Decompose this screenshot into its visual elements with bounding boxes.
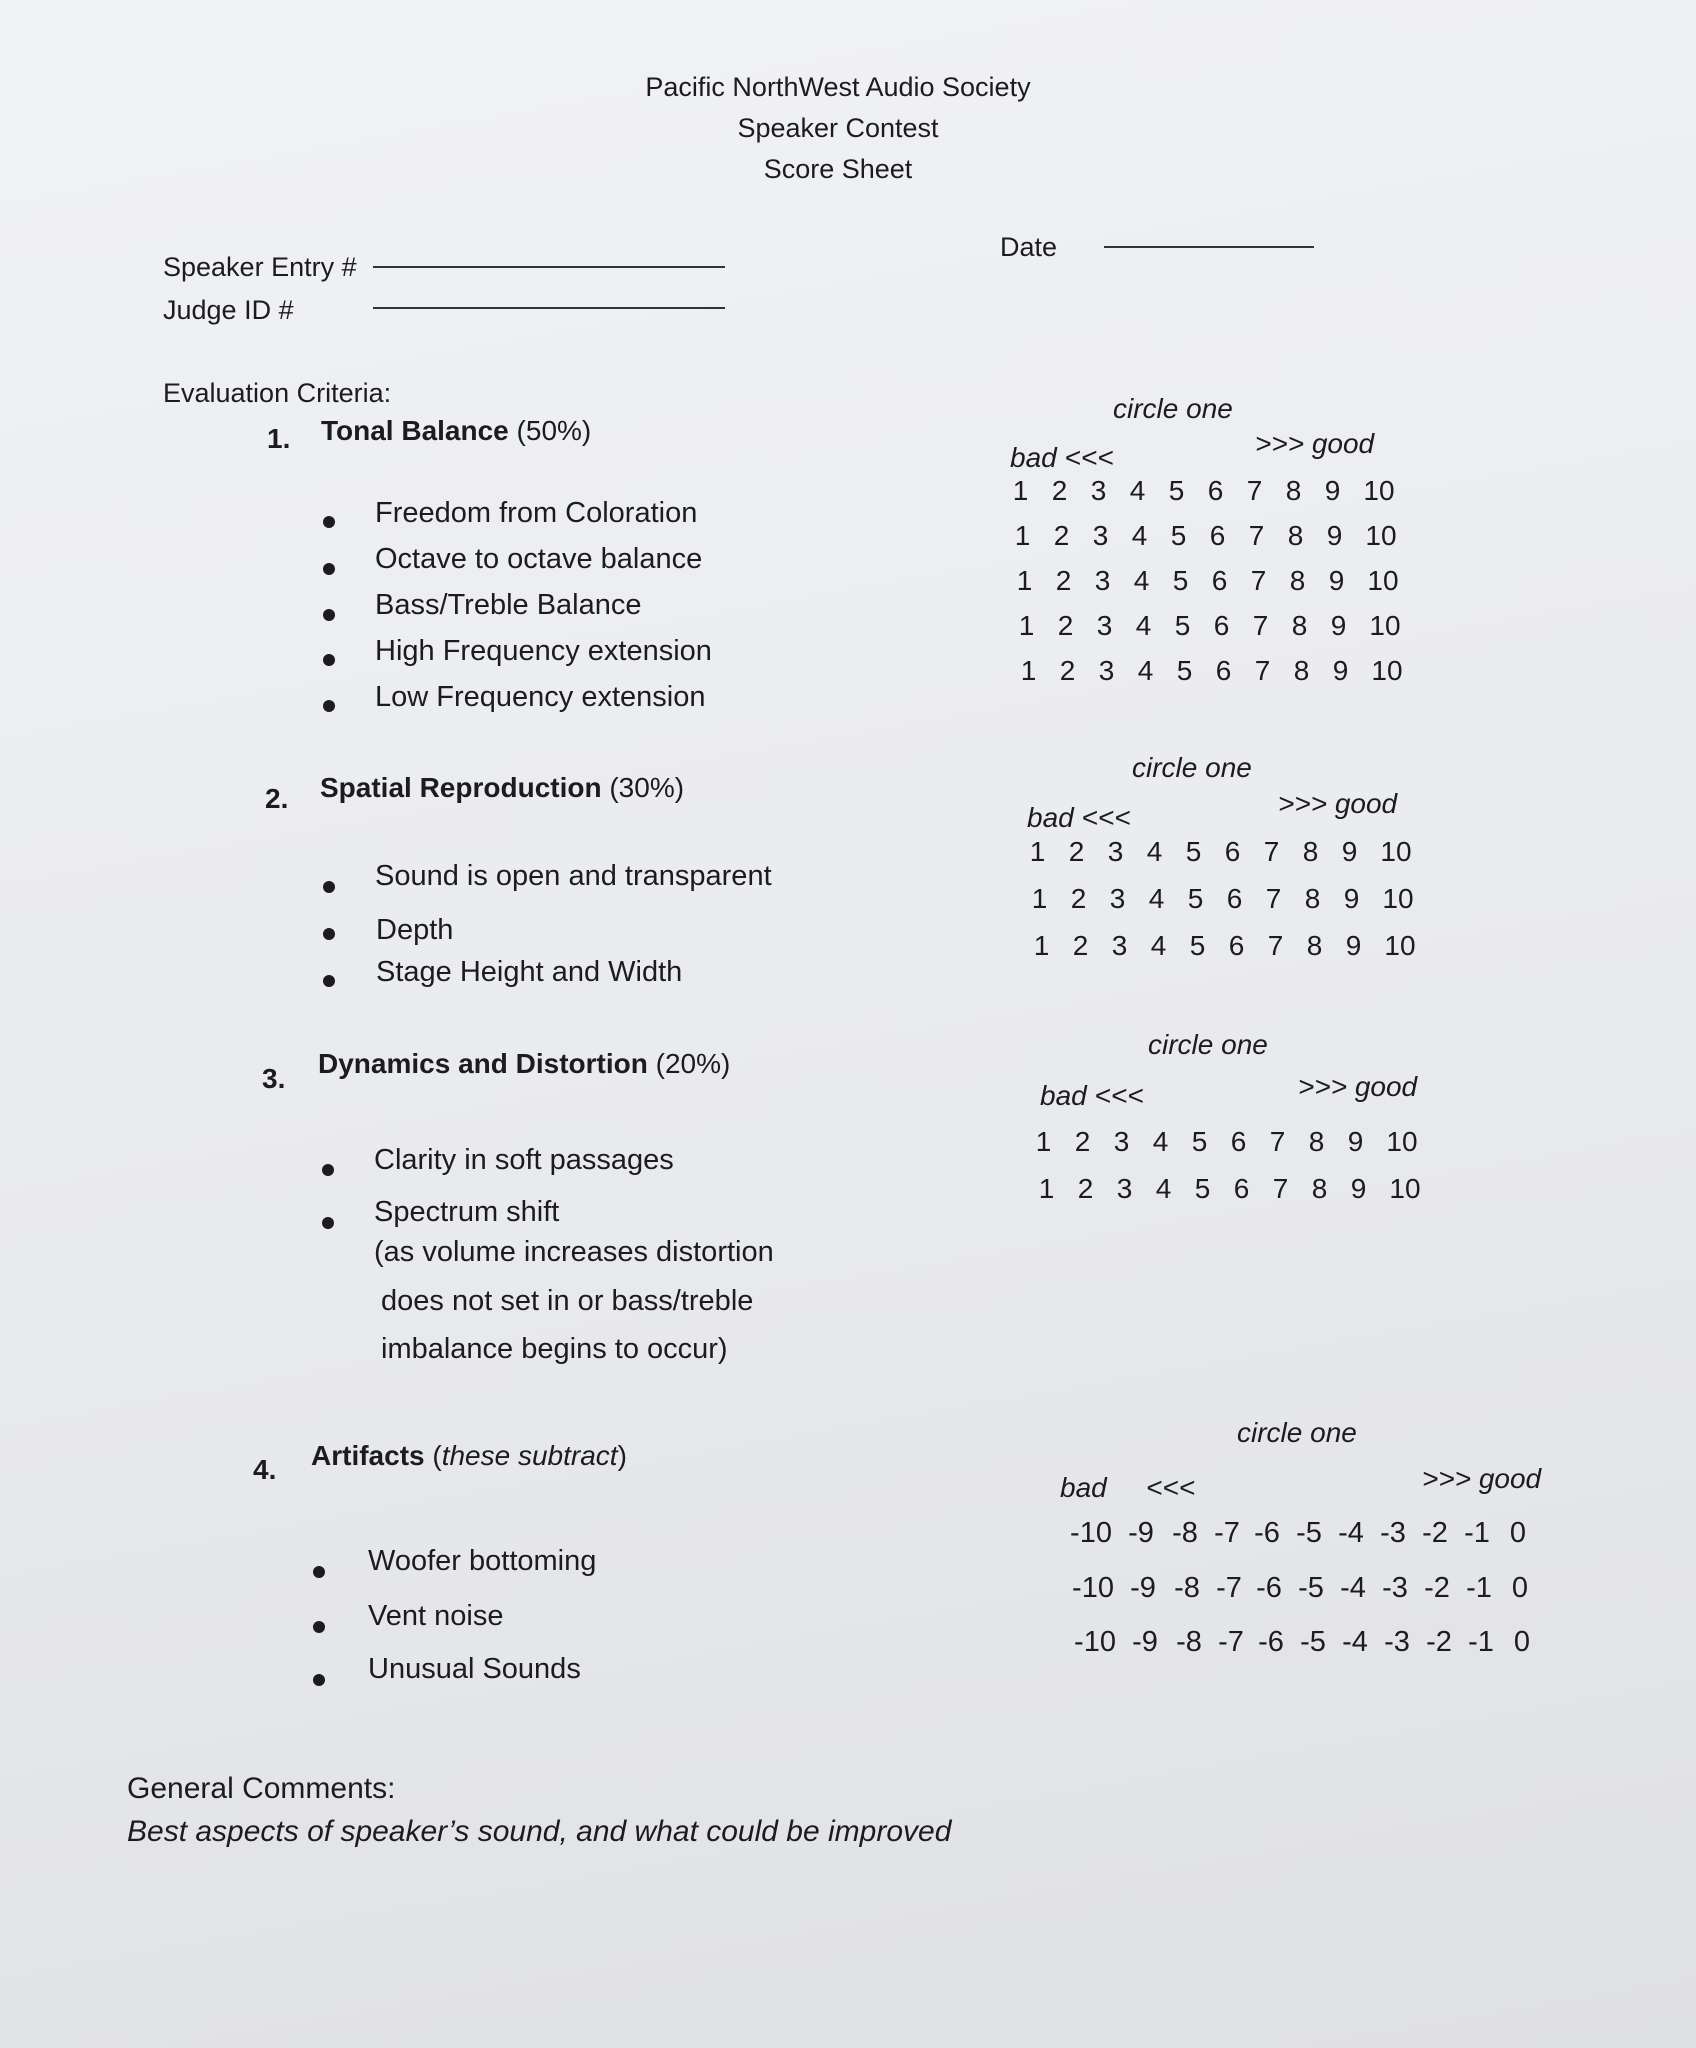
general-comments-title: General Comments: xyxy=(127,1772,396,1805)
section-1-good-label: >>> good xyxy=(1255,428,1375,459)
bullet-icon xyxy=(313,1674,325,1686)
score-option[interactable]: 0 xyxy=(1513,1626,1531,1658)
score-option[interactable]: 9 xyxy=(1332,655,1349,686)
score-option[interactable]: 6 xyxy=(1215,655,1232,686)
score-option[interactable]: 6 xyxy=(1207,475,1224,506)
section-2-title: Spatial Reproduction (30%) xyxy=(320,772,685,803)
section-3-bad-label: bad <<< xyxy=(1040,1080,1144,1111)
score-option[interactable]: 7 xyxy=(1265,883,1282,914)
score-option[interactable]: 5 xyxy=(1176,655,1193,686)
score-row-vent-noise[interactable] xyxy=(1064,1572,1540,1605)
score-option[interactable]: -1 xyxy=(1464,1517,1490,1549)
score-option[interactable]: 3 xyxy=(1090,475,1107,506)
score-option[interactable]: 6 xyxy=(1213,610,1230,641)
score-row-bass-treble-balance[interactable] xyxy=(1005,565,1410,597)
judge-id-field[interactable] xyxy=(373,307,725,309)
bullet-icon xyxy=(323,881,335,893)
score-option[interactable]: -5 xyxy=(1296,1517,1322,1549)
score-option[interactable]: 3 xyxy=(1109,883,1126,914)
score-option[interactable]: 4 xyxy=(1148,883,1165,914)
section-2-good-label: >>> good xyxy=(1278,788,1398,819)
section-4-bad-arrows: <<< xyxy=(1146,1472,1196,1503)
general-comments-prompt: Best aspects of speaker’s sound, and what could be improved xyxy=(127,1815,952,1848)
score-option[interactable]: 4 xyxy=(1137,655,1154,686)
score-option[interactable]: 6 xyxy=(1211,565,1228,596)
score-row-spectrum-shift[interactable] xyxy=(1027,1173,1432,1205)
score-option[interactable]: 5 xyxy=(1172,565,1189,596)
score-option[interactable]: -10 xyxy=(1074,1626,1116,1658)
score-option[interactable]: 10 xyxy=(1384,930,1416,961)
score-option[interactable]: 5 xyxy=(1189,930,1206,961)
bullet-icon xyxy=(323,654,335,666)
item-woofer-bottoming: Woofer bottoming xyxy=(368,1545,597,1577)
score-option[interactable]: 3 xyxy=(1092,520,1109,551)
score-option[interactable]: 2 xyxy=(1051,475,1068,506)
score-option[interactable]: 1 xyxy=(1033,930,1050,961)
section-2-number: 2. xyxy=(265,783,289,814)
score-option[interactable]: 4 xyxy=(1152,1126,1169,1157)
score-option[interactable]: -1 xyxy=(1466,1572,1492,1604)
score-option[interactable]: 1 xyxy=(1018,610,1035,641)
score-row-stage-height-width[interactable] xyxy=(1022,930,1427,962)
score-option[interactable]: 1 xyxy=(1031,883,1048,914)
spectrum-shift-note-line-2: does not set in or bass/treble xyxy=(381,1285,754,1317)
score-option[interactable]: 8 xyxy=(1289,565,1306,596)
score-option[interactable]: -8 xyxy=(1176,1626,1202,1658)
date-field[interactable] xyxy=(1104,246,1314,248)
score-option[interactable]: 10 xyxy=(1363,475,1395,506)
score-option[interactable]: 3 xyxy=(1116,1173,1133,1204)
score-option[interactable]: 4 xyxy=(1150,930,1167,961)
section-1-bad-label: bad <<< xyxy=(1010,442,1114,473)
score-option[interactable]: 9 xyxy=(1345,930,1362,961)
score-option[interactable]: 3 xyxy=(1098,655,1115,686)
score-option[interactable]: -4 xyxy=(1342,1626,1368,1658)
section-1-title: Tonal Balance (50%) xyxy=(321,415,592,446)
score-option[interactable]: -7 xyxy=(1218,1626,1244,1658)
score-row-woofer-bottoming[interactable] xyxy=(1062,1517,1538,1550)
score-option[interactable]: 8 xyxy=(1287,520,1304,551)
score-option[interactable]: -6 xyxy=(1256,1572,1282,1604)
score-option[interactable]: 10 xyxy=(1369,610,1401,641)
score-option[interactable]: 7 xyxy=(1267,930,1284,961)
score-option[interactable]: 3 xyxy=(1096,610,1113,641)
score-option[interactable]: 2 xyxy=(1057,610,1074,641)
bullet-icon xyxy=(323,563,335,575)
score-option[interactable]: 7 xyxy=(1246,475,1263,506)
item-clarity-soft-passages: Clarity in soft passages xyxy=(374,1144,674,1176)
score-option[interactable]: 0 xyxy=(1511,1572,1529,1604)
score-option[interactable]: 1 xyxy=(1016,565,1033,596)
item-stage-height-width: Stage Height and Width xyxy=(376,956,683,988)
evaluation-criteria-label: Evaluation Criteria: xyxy=(163,378,392,408)
score-option[interactable]: -1 xyxy=(1468,1626,1494,1658)
section-2-bad-label: bad <<< xyxy=(1027,802,1131,833)
score-option[interactable]: 4 xyxy=(1131,520,1148,551)
section-4-bad-label: bad xyxy=(1060,1472,1107,1503)
score-row-octave-balance[interactable] xyxy=(1003,520,1408,552)
item-low-frequency-extension: Low Frequency extension xyxy=(375,681,706,713)
score-option[interactable]: -6 xyxy=(1254,1517,1280,1549)
section-4-number: 4. xyxy=(253,1454,277,1485)
score-option[interactable]: 7 xyxy=(1254,655,1271,686)
score-option[interactable]: -9 xyxy=(1130,1572,1156,1604)
score-option[interactable]: 7 xyxy=(1248,520,1265,551)
score-option[interactable]: 1 xyxy=(1020,655,1037,686)
score-option[interactable]: 9 xyxy=(1326,520,1343,551)
score-option[interactable]: 10 xyxy=(1382,883,1414,914)
score-option[interactable]: 2 xyxy=(1055,565,1072,596)
score-option[interactable]: 8 xyxy=(1311,1173,1328,1204)
score-option[interactable]: 6 xyxy=(1228,930,1245,961)
score-row-high-frequency-extension[interactable] xyxy=(1007,610,1412,642)
bullet-icon xyxy=(323,609,335,621)
score-option[interactable]: 10 xyxy=(1380,836,1412,867)
section-1-number: 1. xyxy=(267,423,291,454)
bullet-icon xyxy=(313,1621,325,1633)
bullet-icon xyxy=(322,1217,334,1229)
spectrum-shift-note-line-1: (as volume increases distortion xyxy=(374,1236,774,1268)
score-option[interactable]: 8 xyxy=(1308,1126,1325,1157)
score-option[interactable]: 7 xyxy=(1250,565,1267,596)
score-option[interactable]: 3 xyxy=(1107,836,1124,867)
score-option[interactable]: 1 xyxy=(1014,520,1031,551)
score-option[interactable]: 6 xyxy=(1230,1126,1247,1157)
score-option[interactable]: -4 xyxy=(1338,1517,1364,1549)
score-row-depth[interactable] xyxy=(1020,883,1425,915)
section-4-circle-one: circle one xyxy=(1237,1417,1357,1448)
score-option[interactable]: -2 xyxy=(1422,1517,1448,1549)
score-option[interactable]: 2 xyxy=(1072,930,1089,961)
bullet-icon xyxy=(323,516,335,528)
score-option[interactable]: 7 xyxy=(1263,836,1280,867)
score-option[interactable]: 8 xyxy=(1304,883,1321,914)
speaker-entry-label: Speaker Entry # xyxy=(163,252,357,282)
score-option[interactable]: 9 xyxy=(1350,1173,1367,1204)
score-row-clarity-soft-passages[interactable] xyxy=(1024,1126,1429,1158)
score-option[interactable]: 5 xyxy=(1194,1173,1211,1204)
score-option[interactable]: 9 xyxy=(1330,610,1347,641)
bullet-icon xyxy=(323,928,335,940)
score-option[interactable]: -9 xyxy=(1132,1626,1158,1658)
spectrum-shift-note-line-3: imbalance begins to occur) xyxy=(381,1333,728,1365)
org-title: Pacific NorthWest Audio Society xyxy=(645,72,1031,102)
score-option[interactable]: 8 xyxy=(1291,610,1308,641)
item-open-transparent: Sound is open and transparent xyxy=(375,860,772,892)
bullet-icon xyxy=(322,1164,334,1176)
item-depth: Depth xyxy=(376,914,454,946)
score-option[interactable]: 8 xyxy=(1293,655,1310,686)
score-option[interactable]: 10 xyxy=(1367,565,1399,596)
bullet-icon xyxy=(323,700,335,712)
sheet-title: Score Sheet xyxy=(763,154,913,184)
score-option[interactable]: 3 xyxy=(1111,930,1128,961)
score-row-open-transparent[interactable] xyxy=(1018,836,1423,868)
score-option[interactable]: 6 xyxy=(1209,520,1226,551)
score-option[interactable]: -5 xyxy=(1298,1572,1324,1604)
section-3-number: 3. xyxy=(262,1063,286,1094)
score-option[interactable]: 6 xyxy=(1224,836,1241,867)
score-option[interactable]: -7 xyxy=(1216,1572,1242,1604)
score-option[interactable]: 6 xyxy=(1226,883,1243,914)
score-option[interactable]: 8 xyxy=(1285,475,1302,506)
section-4-good-label: >>> good xyxy=(1422,1463,1542,1494)
item-octave-balance: Octave to octave balance xyxy=(375,543,703,575)
section-1-circle-one: circle one xyxy=(1113,393,1233,424)
item-vent-noise: Vent noise xyxy=(368,1600,504,1632)
score-option[interactable]: -5 xyxy=(1300,1626,1326,1658)
section-3-title: Dynamics and Distortion (20%) xyxy=(318,1048,731,1079)
item-high-frequency-extension: High Frequency extension xyxy=(375,635,712,667)
score-row-freedom-from-coloration[interactable] xyxy=(1001,475,1406,507)
score-option[interactable]: -2 xyxy=(1424,1572,1450,1604)
item-bass-treble-balance: Bass/Treble Balance xyxy=(375,589,642,621)
score-row-low-frequency-extension[interactable] xyxy=(1009,655,1414,687)
score-option[interactable]: 9 xyxy=(1328,565,1345,596)
judge-id-label: Judge ID # xyxy=(163,295,294,325)
score-option[interactable]: 8 xyxy=(1306,930,1323,961)
item-freedom-from-coloration: Freedom from Coloration xyxy=(375,497,698,529)
score-option[interactable]: 2 xyxy=(1053,520,1070,551)
bullet-icon xyxy=(323,975,335,987)
score-option[interactable]: 1 xyxy=(1038,1173,1055,1204)
score-option[interactable]: 9 xyxy=(1341,836,1358,867)
contest-title: Speaker Contest xyxy=(737,113,939,143)
score-option[interactable]: 2 xyxy=(1068,836,1085,867)
score-option[interactable]: 3 xyxy=(1094,565,1111,596)
score-option[interactable]: 10 xyxy=(1371,655,1403,686)
item-unusual-sounds: Unusual Sounds xyxy=(368,1653,581,1685)
section-4-title: Artifacts (these subtract) xyxy=(311,1440,627,1471)
score-option[interactable]: 4 xyxy=(1129,475,1146,506)
score-option[interactable]: 5 xyxy=(1187,883,1204,914)
score-option[interactable]: -8 xyxy=(1174,1572,1200,1604)
item-spectrum-shift: Spectrum shift xyxy=(374,1196,560,1228)
score-option[interactable]: 4 xyxy=(1135,610,1152,641)
score-option[interactable]: 7 xyxy=(1252,610,1269,641)
score-option[interactable]: -3 xyxy=(1384,1626,1410,1658)
date-label: Date xyxy=(1000,232,1058,262)
score-option[interactable]: 2 xyxy=(1077,1173,1094,1204)
score-option[interactable]: -2 xyxy=(1426,1626,1452,1658)
score-option[interactable]: 7 xyxy=(1269,1126,1286,1157)
score-option[interactable]: -10 xyxy=(1072,1572,1114,1604)
section-3-circle-one: circle one xyxy=(1148,1029,1268,1060)
section-2-circle-one: circle one xyxy=(1132,752,1252,783)
bullet-icon xyxy=(313,1566,325,1578)
score-option[interactable]: 1 xyxy=(1012,475,1029,506)
score-option[interactable]: 4 xyxy=(1155,1173,1172,1204)
score-option[interactable]: 1 xyxy=(1035,1126,1052,1157)
score-option[interactable]: -8 xyxy=(1172,1517,1198,1549)
score-option[interactable]: 5 xyxy=(1170,520,1187,551)
score-option[interactable]: -7 xyxy=(1214,1517,1240,1549)
score-option[interactable]: 4 xyxy=(1146,836,1163,867)
score-option[interactable]: 5 xyxy=(1185,836,1202,867)
score-option[interactable]: -3 xyxy=(1382,1572,1408,1604)
score-option[interactable]: 10 xyxy=(1365,520,1397,551)
score-option[interactable]: 10 xyxy=(1386,1126,1418,1157)
score-option[interactable]: -3 xyxy=(1380,1517,1406,1549)
score-option[interactable]: 5 xyxy=(1191,1126,1208,1157)
score-option[interactable]: 5 xyxy=(1168,475,1185,506)
score-option[interactable]: 3 xyxy=(1113,1126,1130,1157)
section-3-good-label: >>> good xyxy=(1298,1071,1418,1102)
score-option[interactable]: 0 xyxy=(1509,1517,1527,1549)
score-option[interactable]: 6 xyxy=(1233,1173,1250,1204)
score-option[interactable]: 10 xyxy=(1389,1173,1421,1204)
general-comments-area[interactable] xyxy=(127,1870,1567,2020)
score-option[interactable]: 9 xyxy=(1324,475,1341,506)
score-option[interactable]: 9 xyxy=(1347,1126,1364,1157)
score-option[interactable]: 5 xyxy=(1174,610,1191,641)
score-option[interactable]: -4 xyxy=(1340,1572,1366,1604)
score-option[interactable]: 9 xyxy=(1343,883,1360,914)
score-option[interactable]: -10 xyxy=(1070,1517,1112,1549)
score-option[interactable]: 2 xyxy=(1059,655,1076,686)
score-option[interactable]: 4 xyxy=(1133,565,1150,596)
score-option[interactable]: 8 xyxy=(1302,836,1319,867)
score-option[interactable]: 2 xyxy=(1074,1126,1091,1157)
speaker-entry-field[interactable] xyxy=(373,266,725,268)
score-option[interactable]: 2 xyxy=(1070,883,1087,914)
score-option[interactable]: 1 xyxy=(1029,836,1046,867)
score-option[interactable]: -6 xyxy=(1258,1626,1284,1658)
score-option[interactable]: -9 xyxy=(1128,1517,1154,1549)
score-row-unusual-sounds[interactable] xyxy=(1066,1626,1542,1659)
score-option[interactable]: 7 xyxy=(1272,1173,1289,1204)
